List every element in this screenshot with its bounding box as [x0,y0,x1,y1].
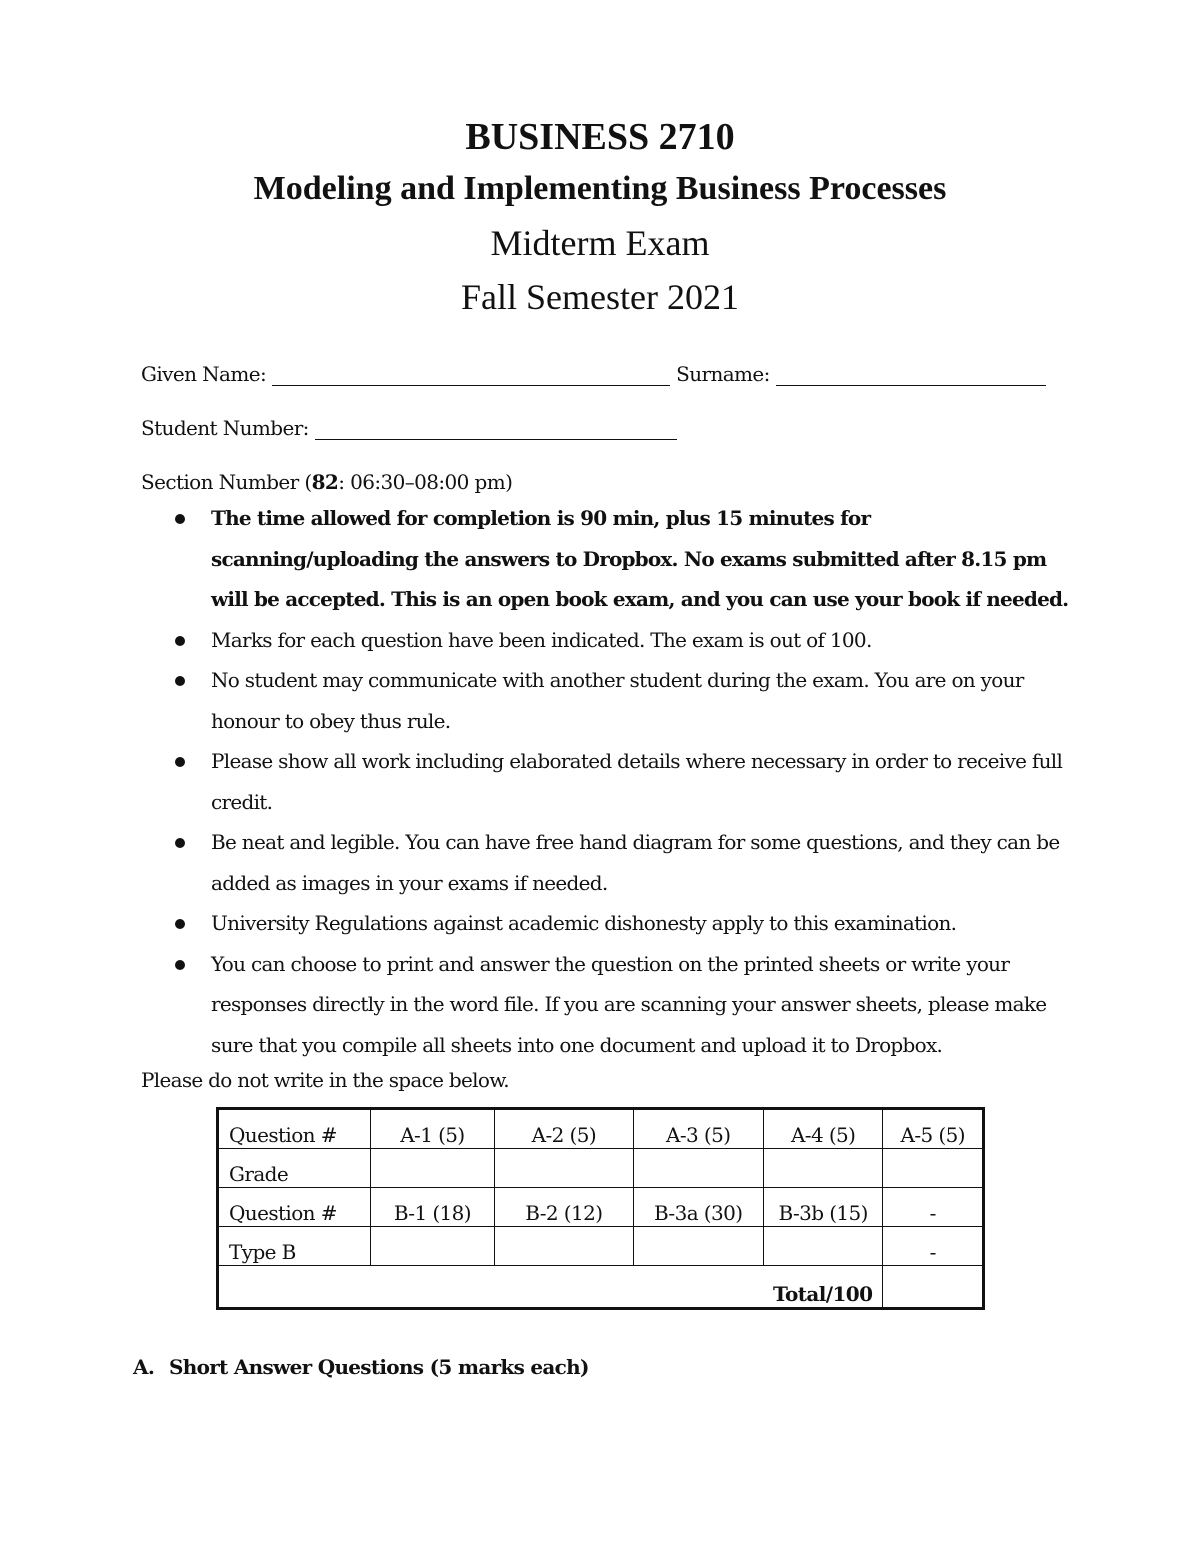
question-cell: B-1 (18) [370,1188,494,1227]
grade-cell[interactable] [495,1227,633,1266]
table-row [218,1149,984,1188]
name-fields-row [141,362,1046,386]
question-cell: A-1 (5) [370,1109,494,1149]
student-number-label: Student Number: [141,416,309,440]
grade-table [216,1107,985,1310]
instruction-item: No student may communicate with another student during the exam. You are on your honour to obey thus rule. [172,660,1072,741]
student-number-row [141,416,677,440]
instruction-item: Please show all work including elaborated details where necessary in order to receive full credit. [172,741,1072,822]
row-label: Type B [218,1227,371,1266]
grade-cell-dash: - [883,1227,984,1266]
instructions-list [172,498,1072,1065]
instruction-item: Be neat and legible. You can have free hand diagram for some questions, and they can be added as images in your exams if needed. [172,822,1072,903]
bullet-icon [175,838,185,848]
semester: Fall Semester 2021 [461,277,739,317]
do-not-write-note: Please do not write in the space below. [141,1068,509,1092]
grade-cell[interactable] [763,1149,882,1188]
total-label: Total/100 [218,1266,883,1309]
grade-cell[interactable] [883,1149,984,1188]
row-label: Question # [218,1109,371,1149]
course-title: Modeling and Implementing Business Processes [253,170,947,207]
bullet-icon [175,676,185,686]
question-cell: - [883,1188,984,1227]
question-cell: A-3 (5) [633,1109,763,1149]
instruction-item: Marks for each question have been indicated. The exam is out of 100. [172,620,1072,661]
question-cell: A-4 (5) [763,1109,882,1149]
course-code: BUSINESS 2710 [465,116,735,158]
question-cell: A-5 (5) [883,1109,984,1149]
section-a-heading [133,1355,589,1379]
grade-cell[interactable] [633,1227,763,1266]
grade-cell[interactable] [495,1149,633,1188]
bullet-icon [175,514,185,524]
question-cell: A-2 (5) [495,1109,633,1149]
bullet-icon [175,960,185,970]
section-number-row [141,470,512,494]
exam-name: Midterm Exam [490,223,710,263]
student-number-field[interactable] [315,419,677,440]
section-title: Short Answer Questions (5 marks each) [169,1355,589,1379]
section-suffix: : 06:30–08:00 pm) [338,470,513,494]
grade-cell[interactable] [370,1227,494,1266]
question-cell: B-3b (15) [763,1188,882,1227]
instruction-item: University Regulations against academic dishonesty apply to this examination. [172,903,1072,944]
question-cell: B-2 (12) [495,1188,633,1227]
section-letter: A. [133,1355,155,1379]
table-row [218,1227,984,1266]
bullet-icon [175,919,185,929]
grade-cell[interactable] [370,1149,494,1188]
total-cell[interactable] [883,1266,984,1309]
instruction-item: You can choose to print and answer the question on the printed sheets or write your responses directly in the word file. If you are scanning your answer sheets, please make sure that you compile all sheets into one document and upload it to Dropbox. [172,944,1072,1066]
row-label: Grade [218,1149,371,1188]
instruction-item: The time allowed for completion is 90 min, plus 15 minutes for scanning/uploading the answers to Dropbox. No exams submitted after 8.15 pm will be accepted. This is an open book exam, and you can use your book if needed. [172,498,1072,620]
total-row [218,1266,984,1309]
grade-cell[interactable] [633,1149,763,1188]
given-name-field[interactable] [272,365,670,386]
surname-label: Surname: [676,362,770,386]
bullet-icon [175,757,185,767]
question-cell: B-3a (30) [633,1188,763,1227]
exam-title-block [0,112,1200,322]
bullet-icon [175,636,185,646]
section-code: 82 [311,470,339,494]
row-label: Question # [218,1188,371,1227]
table-row [218,1188,984,1227]
section-prefix: Section Number ( [141,470,312,494]
surname-field[interactable] [776,365,1046,386]
table-row [218,1109,984,1149]
grade-cell[interactable] [763,1227,882,1266]
given-name-label: Given Name: [141,362,267,386]
